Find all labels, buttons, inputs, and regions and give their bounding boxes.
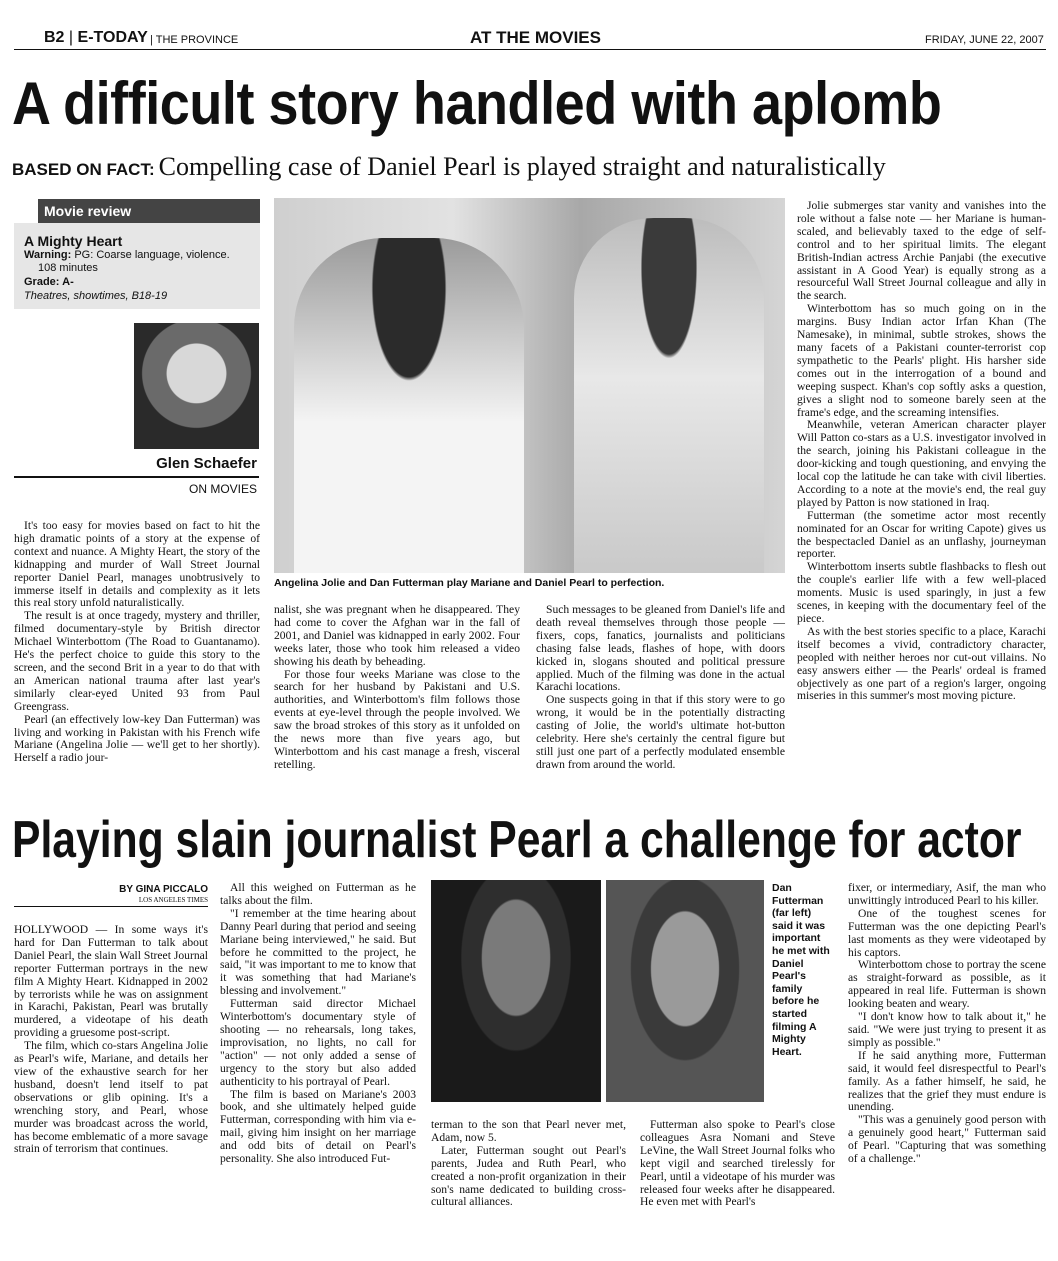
story2-column-4: Futterman also spoke to Pearl's close colleagues Asra Nomani and Steve LeVine, the Wall Street Journal folks who kept vigil and searched tirelessly for Pearl, until a videotape of his murder was released four weeks after he disappeared. He even met with Pearl's: [640, 1118, 835, 1209]
story2-headline: Playing slain journalist Pearl a challenge for actor: [12, 811, 1022, 869]
byline-agency: LOS ANGELES TIMES: [138, 896, 208, 904]
film-warning: Warning: PG: Coarse language, violence. 108 minutes: [24, 249, 230, 274]
main-photo-caption: Angelina Jolie and Dan Futterman play Mariane and Daniel Pearl to perfection.: [274, 577, 665, 589]
columnist-photo: [134, 323, 259, 449]
review-box: [14, 199, 260, 309]
paper-name: | THE PROVINCE: [150, 34, 239, 46]
byline-rule: [14, 906, 208, 907]
columnist-name: Glen Schaefer: [156, 455, 257, 472]
page-section-label: B2 | E-TODAY: [44, 29, 148, 46]
deck: [12, 152, 886, 182]
columnist-tag: ON MOVIES: [188, 482, 257, 496]
story1-column-4: Jolie submerges star vanity and vanishes into the role without a false note — her Mariane is human-scaled, and believably taxed to the edge of self-control and to her spiritual limits. The elegant British-Indian actress Archie Panjabi (the executive assistant in A Good Year) is equally strong as a resourceful Wall Street Journal colleague and ally in the search. Winterbottom has so much going on in the margins. Busy Indian actor Irfan Khan (The Namesake), in minimal, subtle strokes, shows the many facets of a Pakistani counter-terrorist cop sympathetic to the Pearls' plight. His harsher side comes out in the interrogation of a bound and weeping suspect. Khan's cop softly asks a question, gives a slight nod to someone barely seen at the frame's edge, and the screaming intensifies. Meanwhile, veteran American character player Will Patton co-stars as a U.S. investigator involved in the search, joining his Pakistani colleague in the door-kicking and tough questioning, and envying the local cop the latitude he can take with civil liberties. According to a note at the movie's end, the real guy played by Patton is now stationed in Iraq. Futterman (the sometime actor most recently nominated for an Oscar for writing Capote) gives us the bespectacled Daniel as an unflashy, journeyman reporter. Winterbottom inserts subtle flashbacks to flesh out the couple's earlier life with a few well-placed moments. Music is used sparingly, in just a few scenes, in keeping with the documentary feel of the piece. As with the best stories specific to a place, Karachi itself becomes a vivid, contradictory character, peopled with neither heroes nor cut-out villains. No easy answers either — the Pearls' ordeal is framed objectively as one part of a region's larger, ongoing miseries in this summer's most moving picture.: [797, 199, 1046, 703]
issue-date: FRIDAY, JUNE 22, 2007: [925, 34, 1044, 46]
review-box-label: Movie review: [38, 199, 260, 223]
deck-kicker: BASED ON FACT:: [12, 160, 155, 179]
section-title: AT THE MOVIES: [470, 28, 601, 47]
film-grade: Grade: A-: [24, 276, 74, 288]
review-box-tab: [14, 199, 38, 223]
columnist-rule: [14, 476, 259, 478]
byline: BY GINA PICCALO: [119, 884, 208, 895]
pearl-photo: [606, 880, 764, 1102]
story2-column-3: terman to the son that Pearl never met, Adam, now 5. Later, Futterman sought out Pearl's parents, Judea and Ruth Pearl, who created a non-profit organization in their son's name dedicated to building cross-cultural alliances.: [431, 1118, 626, 1209]
page-number: B2: [44, 29, 65, 46]
story1-column-1: It's too easy for movies based on fact to hit the high dramatic points of a story at the expense of context and nuance. A Mighty Heart, the story of the kidnapping and murder of Wall Street Journal reporter Daniel Pearl, manages unobtrusively to immerse itself in details and complexity as it lets this real story unfold naturalistically. The result is at once tragedy, mystery and thriller, filmed documentary-style by British director Michael Winterbottom (The Road to Guantanamo). He's the perfect choice to guide this story to the screen, and the second Brit in a year to do that with an American national trauma after last year's similarly clear-eyed United 93 from Paul Greengrass. Pearl (an effectively low-key Dan Futterman) was living and working in Pakistan with his French wife Mariane (Angelina Jolie — we'll get to her shortly). Herself a radio jour-: [14, 519, 260, 765]
story1-column-2: nalist, she was pregnant when he disappeared. They had come to cover the Afghan war in the fall of 2001, and Daniel was kidnapped in early 2002. Four weeks later, those who took him released a video showing his death by beheading. For those four weeks Mariane was close to the search for her husband by Pakistani and U.S. authorities, and Winterbottom's film follows those events at eye-level through the people involved. We saw the broad strokes of this story as it unfolded on the news more than five years ago, but Winterbottom and his cast manage a fresh, visceral retelling.: [274, 603, 520, 771]
photo-figure-right: [574, 218, 764, 573]
film-listings: Theatres, showtimes, B18-19: [24, 290, 168, 302]
story1-column-3: Such messages to be gleaned from Daniel's life and death reveal themselves through those people — fixers, cops, fanatics, journalists and politicians chasing false leads, flashes of hope, with doors kicked in, slogans shouted and political pressure applied. Much of the filming was done in the actual Karachi locations. One suspects going in that if this story were to go wrong, it would be in the potentially distracting casting of Jolie, the world's ultimate hot-button celebrity. Here she's certainly the central figure but still just one part of a perfectly modulated ensemble drawn from around the world.: [536, 603, 785, 771]
headline: A difficult story handled with aplomb: [12, 70, 942, 137]
main-photo: [274, 198, 785, 573]
story2-photo-caption: Dan Futterman (far left) said it was important he met with Daniel Pearl's family before he started filming A Mighty Heart.: [772, 882, 830, 1058]
futterman-photo: [431, 880, 601, 1102]
photo-figure-left: [294, 238, 524, 573]
story2-column-2: All this weighed on Futterman as he talks about the film. "I remember at the time hearing about Danny Pearl during that period and seeing Mariane being interviewed," he said. But before he committed to the project, he said, "it was important to me to know that it was something that had Mariane's blessing and involvement." Futterman said director Michael Winterbottom's documentary style of shooting — no rehearsals, long takes, improvisation, no lights, no call for "action" — not only added a sense of urgency to the story but also added authenticity to his portrayal of Pearl. The film is based on Mariane's 2003 book, and she ultimately helped guide Futterman, corresponding with him via e-mail, giving him insight on her marriage and odd bits of detail on Pearl's personality. She also introduced Fut-: [220, 881, 416, 1166]
story2-column-1: HOLLYWOOD — In some ways it's hard for Dan Futterman to talk about Daniel Pearl, the slain Wall Street Journal reporter Futterman portrays in the new film A Mighty Heart. Kidnapped in 2002 by terrorists while he was on assignment in Karachi, Pakistan, Pearl was brutally murdered, a videotape of his death providing a gruesome post-script. The film, which co-stars Angelina Jolie as Pearl's wife, Mariane, and details her view of the exhaustive search for her husband, doesn't lend itself to pat observations or glib opining. It's a wrenching story, and Pearl, whose murder was broadcast across the world, has become emblematic of a more savage strain of terrorism that continues.: [14, 923, 208, 1156]
header-rule: [14, 49, 1046, 50]
section-name: E-TODAY: [77, 29, 148, 46]
film-title: A Mighty Heart: [24, 233, 123, 249]
story2-column-5: fixer, or intermediary, Asif, the man who unwittingly introduced Pearl to his killer. One of the toughest scenes for Futterman was the one depicting Pearl's last moments as they were videotaped by his captors. Winterbottom chose to portray the scene as straight-forward as possible, as it appeared in real life. Futterman is shown looking beaten and weary. "I don't know how to talk about it," he said. "We were just trying to present it as simply as possible." If he said anything more, Futterman said, it would feel disrespectful to Pearl's family. As a father himself, he said, he realizes that the grief they must endure is unending. "This was a genuinely good person with a genuinely good heart," Futterman said of Pearl. "Capturing that was something of a challenge.": [848, 881, 1046, 1166]
deck-text: Compelling case of Daniel Pearl is played straight and naturalistically: [158, 152, 886, 181]
